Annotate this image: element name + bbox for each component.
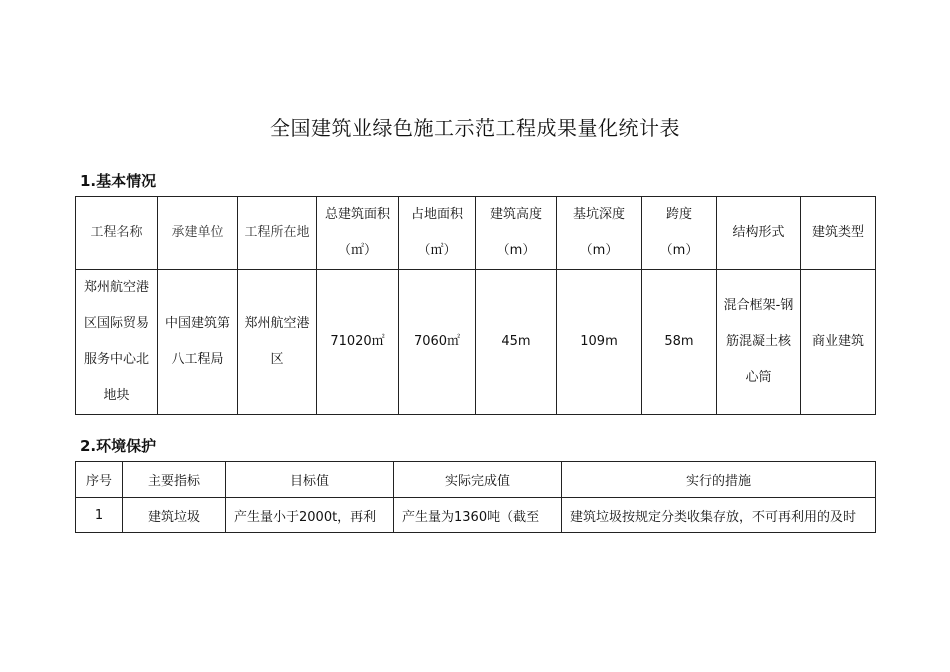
cell-building-height: 45m (476, 270, 557, 415)
header-actual-value: 实际完成值 (394, 462, 562, 498)
cell-measures: 建筑垃圾按规定分类收集存放，不可再利用的及时 (562, 498, 876, 533)
header-structure-type: 结构形式 (717, 197, 801, 270)
cell-main-indicator: 建筑垃圾 (123, 498, 226, 533)
section-heading-environment: 2.环境保护 (80, 437, 157, 455)
header-building-type: 建筑类型 (801, 197, 876, 270)
cell-target-value: 产生量小于2000t，再利 (226, 498, 394, 533)
header-target-value: 目标值 (226, 462, 394, 498)
header-contractor: 承建单位 (158, 197, 238, 270)
header-measures: 实行的措施 (562, 462, 876, 498)
header-index: 序号 (76, 462, 123, 498)
cell-location: 郑州航空港 区 (238, 270, 317, 415)
cell-contractor: 中国建筑第 八工程局 (158, 270, 238, 415)
cell-actual-value: 产生量为1360吨（截至 (394, 498, 562, 533)
header-land-area: 占地面积 （㎡） (399, 197, 476, 270)
cell-total-floor-area: 71020㎡ (317, 270, 399, 415)
cell-pit-depth: 109m (557, 270, 642, 415)
header-project-name: 工程名称 (76, 197, 158, 270)
cell-index: 1 (76, 498, 123, 533)
header-location: 工程所在地 (238, 197, 317, 270)
environment-header-row (76, 462, 876, 498)
cell-project-name: 郑州航空港 区国际贸易 服务中心北 地块 (76, 270, 158, 415)
header-main-indicator: 主要指标 (123, 462, 226, 498)
cell-structure-type: 混合框架-钢 筋混凝土核 心筒 (717, 270, 801, 415)
section-heading-basic-info: 1.基本情况 (80, 172, 157, 190)
document-title: 全国建筑业绿色施工示范工程成果量化统计表 (270, 116, 680, 140)
header-total-floor-area: 总建筑面积 （㎡） (317, 197, 399, 270)
environment-protection-table (75, 461, 876, 533)
basic-info-data-row (76, 270, 876, 415)
cell-building-type: 商业建筑 (801, 270, 876, 415)
cell-land-area: 7060㎡ (399, 270, 476, 415)
cell-span: 58m (642, 270, 717, 415)
header-span: 跨度 （m） (642, 197, 717, 270)
table-row (76, 498, 876, 533)
basic-info-header-row (76, 197, 876, 270)
header-building-height: 建筑高度 （m） (476, 197, 557, 270)
basic-info-table (75, 196, 876, 415)
header-pit-depth: 基坑深度 （m） (557, 197, 642, 270)
